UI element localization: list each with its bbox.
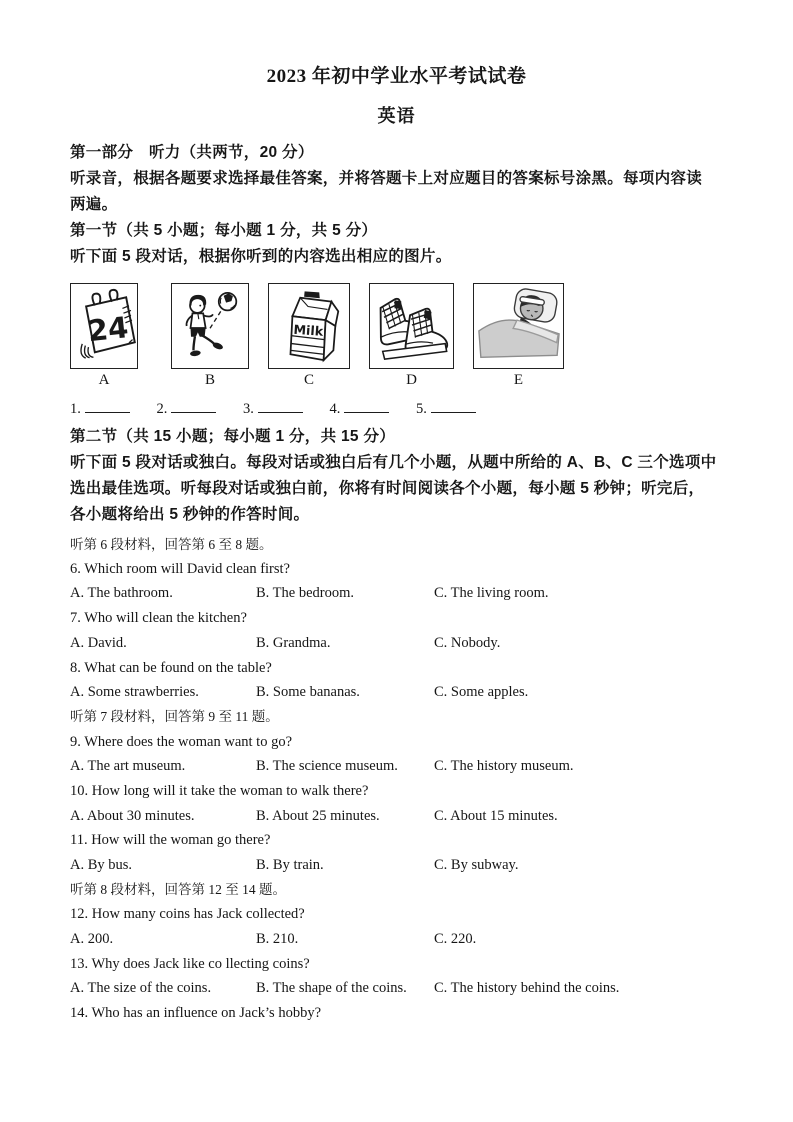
options-row (70, 853, 723, 878)
blank-number: 5. (416, 401, 427, 417)
section1-heading: 第一节（共 5 小题；每小题 1 分，共 5 分） (70, 222, 378, 239)
section2-instruction-line-1: 听下面 5 段对话或独白。每段对话或独白后有几个小题，从题中所给的 A、B、C 三个选项中 (70, 454, 717, 471)
passage-intro: 听第 6 段材料，回答第 6 至 8 题。 (70, 536, 273, 552)
question-text: 14. Who has an influence on Jack’s hobby? (70, 1005, 322, 1022)
blank-underline (85, 399, 130, 413)
option-c: C. By subway. (434, 857, 519, 874)
picture-option-d (369, 283, 454, 390)
section1-instruction: 听下面 5 段对话，根据你听到的内容选出相应的图片。 (70, 248, 452, 265)
question-text: 9. Where does the woman want to go? (70, 733, 293, 750)
section2-instruction-line-2: 选出最佳选项。听每段对话或独白前，你将有时间阅读各个小题，每小题 5 秒钟；听完后， (70, 480, 705, 497)
question-text: 8. What can be found on the table? (70, 659, 272, 676)
section2-heading: 第二节（共 15 小题；每小题 1 分，共 15 分） (70, 428, 396, 445)
option-b: B. Some bananas. (256, 684, 360, 701)
picture-option-a (70, 283, 138, 390)
answer-blank-2 (157, 398, 244, 420)
blank-underline (431, 399, 476, 413)
question-text: 11. How will the woman go there? (70, 832, 271, 849)
option-c: C. The history behind the coins. (434, 980, 620, 997)
option-a: A. By bus. (70, 857, 133, 874)
picture-box-e (473, 283, 564, 369)
answer-blank-3 (243, 398, 330, 420)
option-b: B. 210. (256, 931, 299, 948)
answer-blank-1 (70, 398, 157, 420)
option-a: A. David. (70, 634, 127, 651)
option-c: C. The history museum. (434, 758, 574, 775)
option-c: C. 220. (434, 931, 477, 948)
question-text: 6. Which room will David clean first? (70, 560, 290, 577)
option-c: C. Some apples. (434, 684, 529, 701)
picture-box-d (369, 283, 454, 369)
option-a: A. The size of the coins. (70, 980, 212, 997)
blank-number: 2. (156, 401, 168, 417)
part1-heading: 第一部分 听力（共两节，20 分） (70, 144, 314, 161)
blank-underline (171, 399, 216, 413)
passage-intro: 听第 7 段材料，回答第 9 至 11 题。 (70, 709, 279, 725)
option-a: A. 200. (70, 931, 114, 948)
answer-blanks-row (70, 398, 723, 420)
question-text: 13. Why does Jack like co llecting coins? (70, 955, 310, 972)
option-b: B. The bedroom. (256, 585, 354, 602)
picture-option-c (268, 283, 350, 390)
options-row (70, 754, 723, 779)
picture-options-row (70, 283, 723, 390)
milk-carton-icon (269, 284, 349, 368)
picture-option-b (171, 283, 249, 390)
picture-label-b: B (204, 372, 215, 388)
blank-number: 3. (243, 401, 254, 417)
part1-instruction-line-2: 两遍。 (70, 196, 118, 213)
picture-label-d: D (406, 372, 417, 388)
question-text: 7. Who will clean the kitchen? (70, 610, 247, 627)
options-row (70, 976, 723, 1001)
blank-underline (258, 399, 303, 413)
option-a: A. The bathroom. (70, 585, 173, 602)
answer-blank-4 (330, 398, 417, 420)
picture-box-a (70, 283, 138, 369)
option-b: B. About 25 minutes. (256, 807, 380, 824)
subject-title: 英语 (377, 106, 416, 126)
part1-instruction-line-1: 听录音，根据各题要求选择最佳答案，并将答题卡上对应题目的答案标号涂黑。每项内容读 (70, 170, 703, 187)
option-b: B. By train. (256, 857, 324, 874)
option-a: A. About 30 minutes. (70, 807, 195, 824)
options-row (70, 680, 723, 705)
sneakers-icon (370, 284, 453, 368)
page-title: 2023 年初中学业水平考试试卷 (266, 66, 527, 87)
person-sick-in-bed-icon (474, 284, 563, 368)
picture-option-e (473, 283, 564, 390)
section2-instruction-line-3: 各小题将给出 5 秒钟的作答时间。 (70, 506, 310, 523)
picture-label-a: A (98, 372, 110, 388)
picture-label-c: C (303, 372, 314, 388)
question-text: 12. How many coins has Jack collected? (70, 906, 305, 923)
option-b: B. Grandma. (256, 634, 331, 651)
calendar-day-number: 24 (86, 310, 130, 349)
option-c: C. About 15 minutes. (434, 807, 558, 824)
picture-box-b (171, 283, 249, 369)
picture-box-c (268, 283, 350, 369)
boy-kicking-football-icon (172, 284, 248, 368)
option-c: C. Nobody. (434, 634, 501, 651)
calendar-icon (71, 284, 137, 368)
blank-number: 4. (329, 401, 341, 417)
milk-label-text: Milk (292, 321, 324, 339)
passage-intro: 听第 8 段材料，回答第 12 至 14 题。 (70, 882, 286, 898)
section2 (70, 424, 723, 528)
options-row (70, 581, 723, 606)
answer-blank-5 (416, 398, 503, 420)
questions-area (70, 532, 723, 1026)
picture-label-e: E (513, 372, 524, 388)
option-c: C. The living room. (434, 585, 549, 602)
option-a: A. The art museum. (70, 758, 186, 775)
options-row (70, 927, 723, 952)
blank-number: 1. (70, 401, 81, 417)
option-b: B. The science museum. (256, 758, 398, 775)
options-row (70, 631, 723, 656)
blank-underline (344, 399, 389, 413)
option-a: A. Some strawberries. (70, 684, 199, 701)
question-text: 10. How long will it take the woman to walk there? (70, 782, 369, 799)
options-row (70, 804, 723, 829)
option-b: B. The shape of the coins. (256, 980, 407, 997)
